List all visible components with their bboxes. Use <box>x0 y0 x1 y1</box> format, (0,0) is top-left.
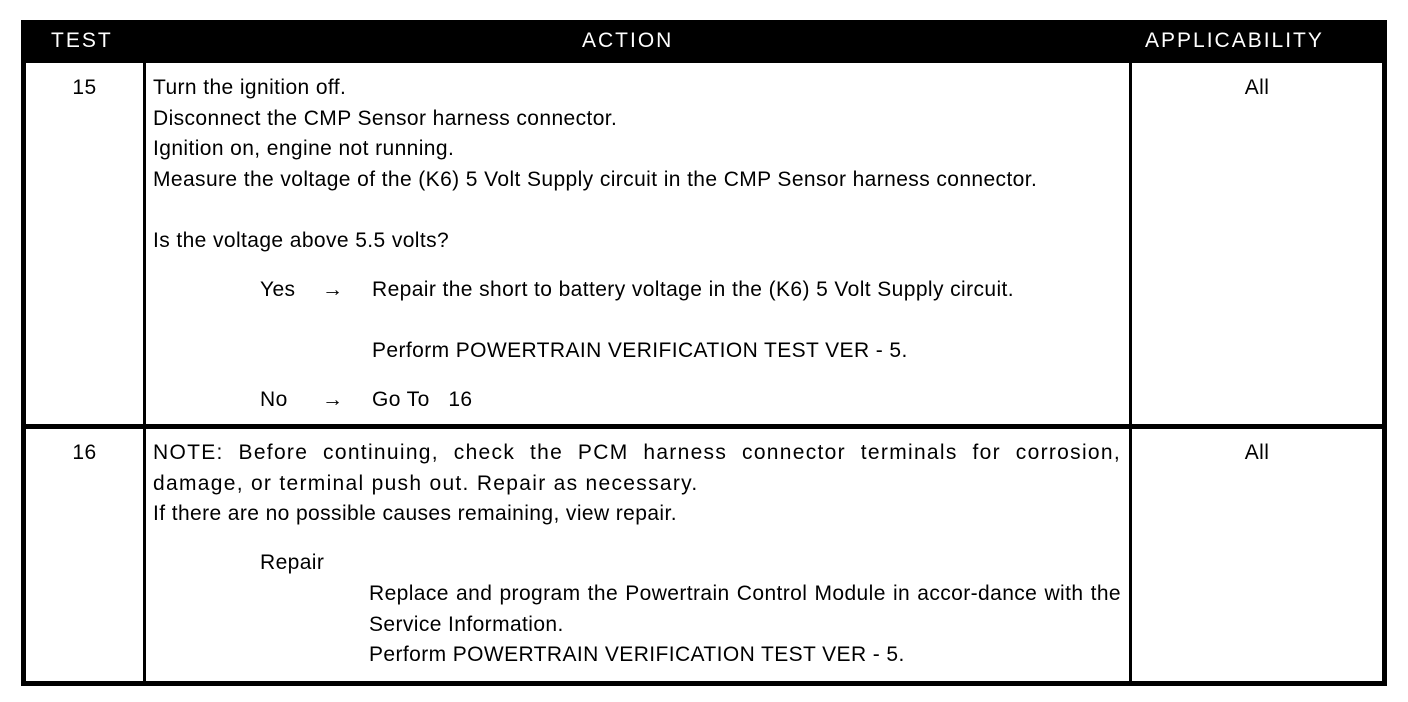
header-test: TEST <box>51 29 113 52</box>
applicability-value: All <box>1244 76 1270 99</box>
right-arrow-icon: → <box>322 278 343 301</box>
yes-verification-text: Perform POWERTRAIN VERIFICATION TEST VER - 5. <box>372 339 908 362</box>
row-16-test-cell <box>26 429 143 681</box>
repair-label: Repair <box>260 551 325 574</box>
row-15-action-cell <box>146 63 1129 424</box>
right-arrow-icon: → <box>322 388 343 411</box>
action-question: Is the voltage above 5.5 volts? <box>153 228 450 252</box>
no-label: No <box>260 388 288 411</box>
header-applicability: APPLICABILITY <box>1145 29 1324 52</box>
go-to-link[interactable]: Go To 16 <box>372 388 473 411</box>
applicability-value: All <box>1244 441 1270 464</box>
action-line: Measure the voltage of the (K6) 5 Volt Supply circuit in the CMP Sensor harness connector. <box>153 167 1038 191</box>
action-line: Disconnect the CMP Sensor harness connector. <box>153 106 618 130</box>
action-line: Turn the ignition off. <box>153 76 347 99</box>
repair-verification-text: Perform POWERTRAIN VERIFICATION TEST VER - 5. <box>369 643 905 666</box>
test-number: 15 <box>72 76 97 99</box>
note-text: NOTE: Before continuing, check the PCM harness connector terminals for corrosion, damage, or terminal push out. Repair as necessary. <box>153 441 1121 495</box>
action-line: Ignition on, engine not running. <box>153 137 455 160</box>
action-line: If there are no possible causes remaining, view repair. <box>153 502 677 525</box>
diagnostic-table <box>21 20 1387 686</box>
row-16-action-cell <box>146 429 1129 681</box>
row-15-test-cell <box>26 63 143 424</box>
header-action: ACTION <box>582 29 674 52</box>
yes-label: Yes <box>260 278 296 301</box>
test-number: 16 <box>72 441 97 464</box>
row-16-applicability-cell <box>1132 429 1382 681</box>
repair-action-text: Replace and program the Powertrain Control Module in accor-dance with the Service Information. <box>369 582 1121 636</box>
table-header <box>21 20 1387 62</box>
row-15-applicability-cell <box>1132 63 1382 424</box>
yes-action-text: Repair the short to battery voltage in the (K6) 5 Volt Supply circuit. <box>372 278 1014 301</box>
